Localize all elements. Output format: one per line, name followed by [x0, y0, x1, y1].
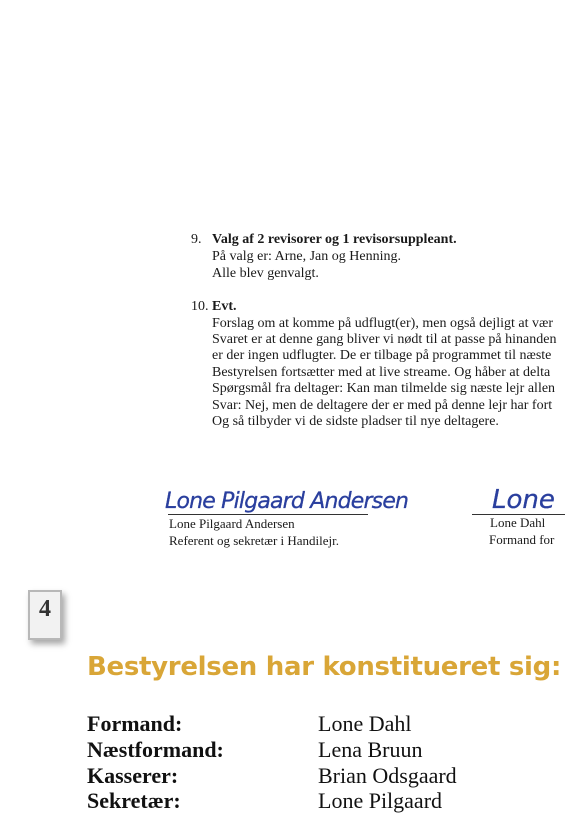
signature-handwriting-right — [490, 470, 565, 514]
board-member-name: Lone Pilgaard — [318, 788, 443, 813]
board-member-name: Brian Odsgaard — [318, 763, 457, 788]
signature-handwriting-left — [163, 484, 413, 518]
board-role: Næstformand: — [87, 737, 224, 762]
item-10-line: Og så tilbyder vi de sidste pladser til nye deltagere. — [212, 414, 499, 429]
board-member-name: Lone Dahl — [318, 711, 412, 736]
board-heading: Bestyrelsen har konstitueret sig: — [87, 652, 562, 682]
item-9-number: 9. — [191, 232, 202, 247]
item-10-line: er der ingen udflugter. De er tilbage på programmet til næste — [212, 348, 552, 363]
board-role: Kasserer: — [87, 763, 179, 788]
page-number-badge — [28, 590, 62, 640]
svg-text:Lone Pilgaard Andersen: Lone Pilgaard Andersen — [165, 489, 409, 514]
item-10-number: 10. — [191, 299, 209, 314]
signature-name-left: Lone Pilgaard Andersen — [169, 516, 295, 531]
item-10-line: Svaret er at denne gang bliver vi nødt til at passe på hinanden — [212, 332, 557, 347]
page-number: 4 — [39, 596, 51, 622]
board-role: Formand: — [87, 711, 183, 736]
svg-text:Lone: Lone — [492, 485, 555, 514]
board-member-name: Lena Bruun — [318, 737, 423, 762]
board-role: Sekretær: — [87, 788, 181, 813]
item-10-line: Forslag om at komme på udflugt(er), men også dejligt at vær — [212, 316, 553, 331]
signature-line-left — [168, 514, 368, 515]
item-9-line: Alle blev genvalgt. — [212, 266, 319, 281]
signature-name-right: Lone Dahl — [490, 515, 546, 530]
item-10-title: Evt. — [212, 299, 237, 314]
item-9-title: Valg af 2 revisorer og 1 revisorsuppleant. — [212, 232, 457, 247]
item-10-line: Spørgsmål fra deltager: Kan man tilmelde sig næste lejr allen — [212, 381, 556, 396]
item-10-line: Svar: Nej, men de deltagere der er med på denne lejr har fort — [212, 398, 553, 413]
item-10-line: Bestyrelsen fortsætter med at live streame. Og håber at delta — [212, 365, 551, 380]
item-9-line: På valg er: Arne, Jan og Henning. — [212, 249, 401, 264]
signature-role-right: Formand for — [489, 532, 555, 547]
signature-role-left: Referent og sekretær i Handilejr. — [169, 533, 340, 548]
